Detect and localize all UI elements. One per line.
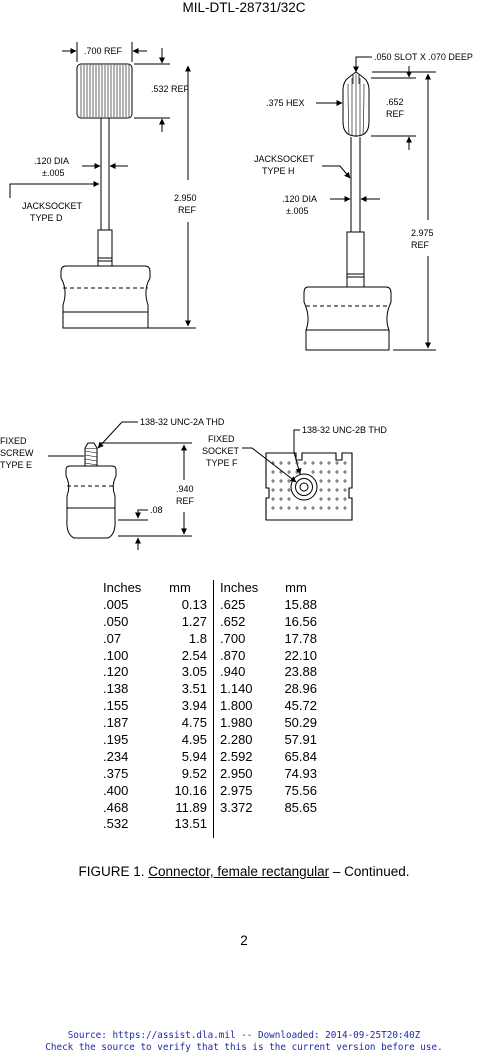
type-h-hex-note: .375 HEX	[266, 98, 305, 108]
type-h-length-dim: 2.975 REF	[411, 228, 434, 250]
table-cell: 9.52	[181, 765, 207, 781]
type-d-name: JACKSOCKET TYPE D	[22, 201, 83, 223]
table-cell: .532	[103, 816, 129, 832]
table-cell: 17.78	[284, 630, 317, 646]
figure-title: Connector, female rectangular	[148, 864, 330, 879]
table-cell: 45.72	[284, 698, 317, 714]
table-cell: .138	[103, 681, 129, 697]
table-cell: 15.88	[284, 596, 317, 612]
table-cell: 11.89	[175, 799, 207, 815]
type-e-height-dim: .940 REF	[176, 484, 194, 506]
type-h-slot-note: .050 SLOT X .070 DEEP	[374, 52, 473, 62]
source-footer	[0, 1030, 488, 1054]
type-e-name: FIXED SCREW TYPE E	[0, 436, 34, 470]
table-cell: 1.8	[188, 630, 207, 646]
table-cell: .468	[103, 799, 129, 815]
table-cell: .940	[220, 664, 246, 680]
table-cell: 1.800	[220, 698, 253, 714]
table-cell: 3.372	[220, 799, 253, 815]
table-cell: 3.51	[181, 681, 207, 697]
table-cell: 0.13	[181, 596, 207, 612]
table-cell: .050	[103, 613, 129, 629]
header-inches-left: Inches	[103, 580, 142, 595]
table-cell: .100	[103, 647, 129, 663]
type-h-dia-dim: .120 DIA ±.005	[282, 194, 318, 216]
header-inches-right: Inches	[220, 580, 259, 595]
table-cell: .234	[103, 748, 129, 764]
table-cell: 75.56	[284, 782, 317, 798]
type-d-knob-dim: .532 REF	[151, 84, 190, 94]
table-cell: .625	[220, 596, 246, 612]
table-cell: .005	[103, 596, 129, 612]
type-e-offset-dim: .08	[150, 505, 163, 515]
table-cell: 4.95	[181, 732, 207, 748]
jacksocket-type-d-figure	[10, 42, 197, 328]
table-cell: 5.94	[181, 748, 207, 764]
fixed-socket-type-f-figure	[202, 425, 387, 520]
column-separator	[213, 580, 214, 838]
table-cell: 1.980	[220, 715, 253, 731]
table-cell: .120	[103, 664, 129, 680]
table-cell: 2.975	[220, 782, 253, 798]
table-cell: 23.88	[284, 664, 317, 680]
type-f-name: FIXED SOCKET TYPE F	[202, 434, 240, 468]
type-d-dia-dim: .120 DIA ±.005	[34, 156, 70, 178]
table-cell: .195	[103, 732, 129, 748]
table-cell: 10.16	[174, 782, 207, 798]
table-cell: .700	[220, 630, 246, 646]
footer-line-2: Check the source to verify that this is the current version before use.	[45, 1042, 443, 1053]
type-h-name: JACKSOCKET TYPE H	[254, 154, 315, 176]
footer-line-1: Source: https://assist.dla.mil -- Downloaded: 2014-09-25T20:40Z	[67, 1030, 421, 1041]
table-cell: 3.94	[181, 698, 207, 714]
table-cell: .870	[220, 647, 246, 663]
right-mm-column	[275, 580, 317, 815]
figure-caption: FIGURE 1. Connector, female rectangular – Continued.	[78, 864, 410, 879]
table-cell: 1.27	[181, 613, 207, 629]
type-d-length-dim: 2.950 REF	[174, 193, 197, 215]
left-inches-column	[103, 580, 149, 832]
document-id: MIL-DTL-28731/32C	[182, 0, 306, 15]
table-cell: .400	[103, 782, 129, 798]
table-cell: 13.51	[174, 816, 207, 832]
type-f-thread-note: 138-32 UNC-2B THD	[302, 425, 387, 435]
type-e-thread-note: 138-32 UNC-2A THD	[140, 417, 225, 427]
jacksocket-type-h-figure	[254, 52, 473, 350]
type-d-top-dim: .700 REF	[84, 46, 123, 56]
table-cell: 4.75	[181, 715, 207, 731]
table-cell: .652	[220, 613, 246, 629]
table-cell: 57.91	[284, 732, 317, 748]
table-cell: .07	[103, 630, 122, 646]
table-cell: 1.140	[220, 681, 253, 697]
table-cell: 65.84	[284, 748, 317, 764]
header-mm-left: mm	[169, 580, 191, 595]
table-cell: 28.96	[284, 681, 317, 697]
fixed-screw-type-e-figure	[0, 417, 225, 550]
table-cell: .187	[103, 715, 129, 731]
table-cell: 22.10	[284, 647, 317, 663]
page-number: 2	[240, 933, 248, 948]
right-inches-column	[220, 580, 270, 815]
table-cell: 2.54	[181, 647, 207, 663]
header-mm-right: mm	[285, 580, 307, 595]
table-cell: .375	[103, 765, 129, 781]
table-cell: 74.93	[284, 765, 317, 781]
type-h-hex-height: .652 REF	[386, 97, 404, 119]
table-cell: .155	[103, 698, 129, 714]
table-cell: 2.280	[220, 732, 253, 748]
table-cell: 3.05	[181, 664, 207, 680]
table-cell: 85.65	[284, 799, 317, 815]
table-cell: 2.592	[220, 748, 253, 764]
table-cell: 50.29	[284, 715, 317, 731]
table-cell: 2.950	[220, 765, 253, 781]
table-cell: 16.56	[284, 613, 317, 629]
left-mm-column	[153, 580, 207, 832]
